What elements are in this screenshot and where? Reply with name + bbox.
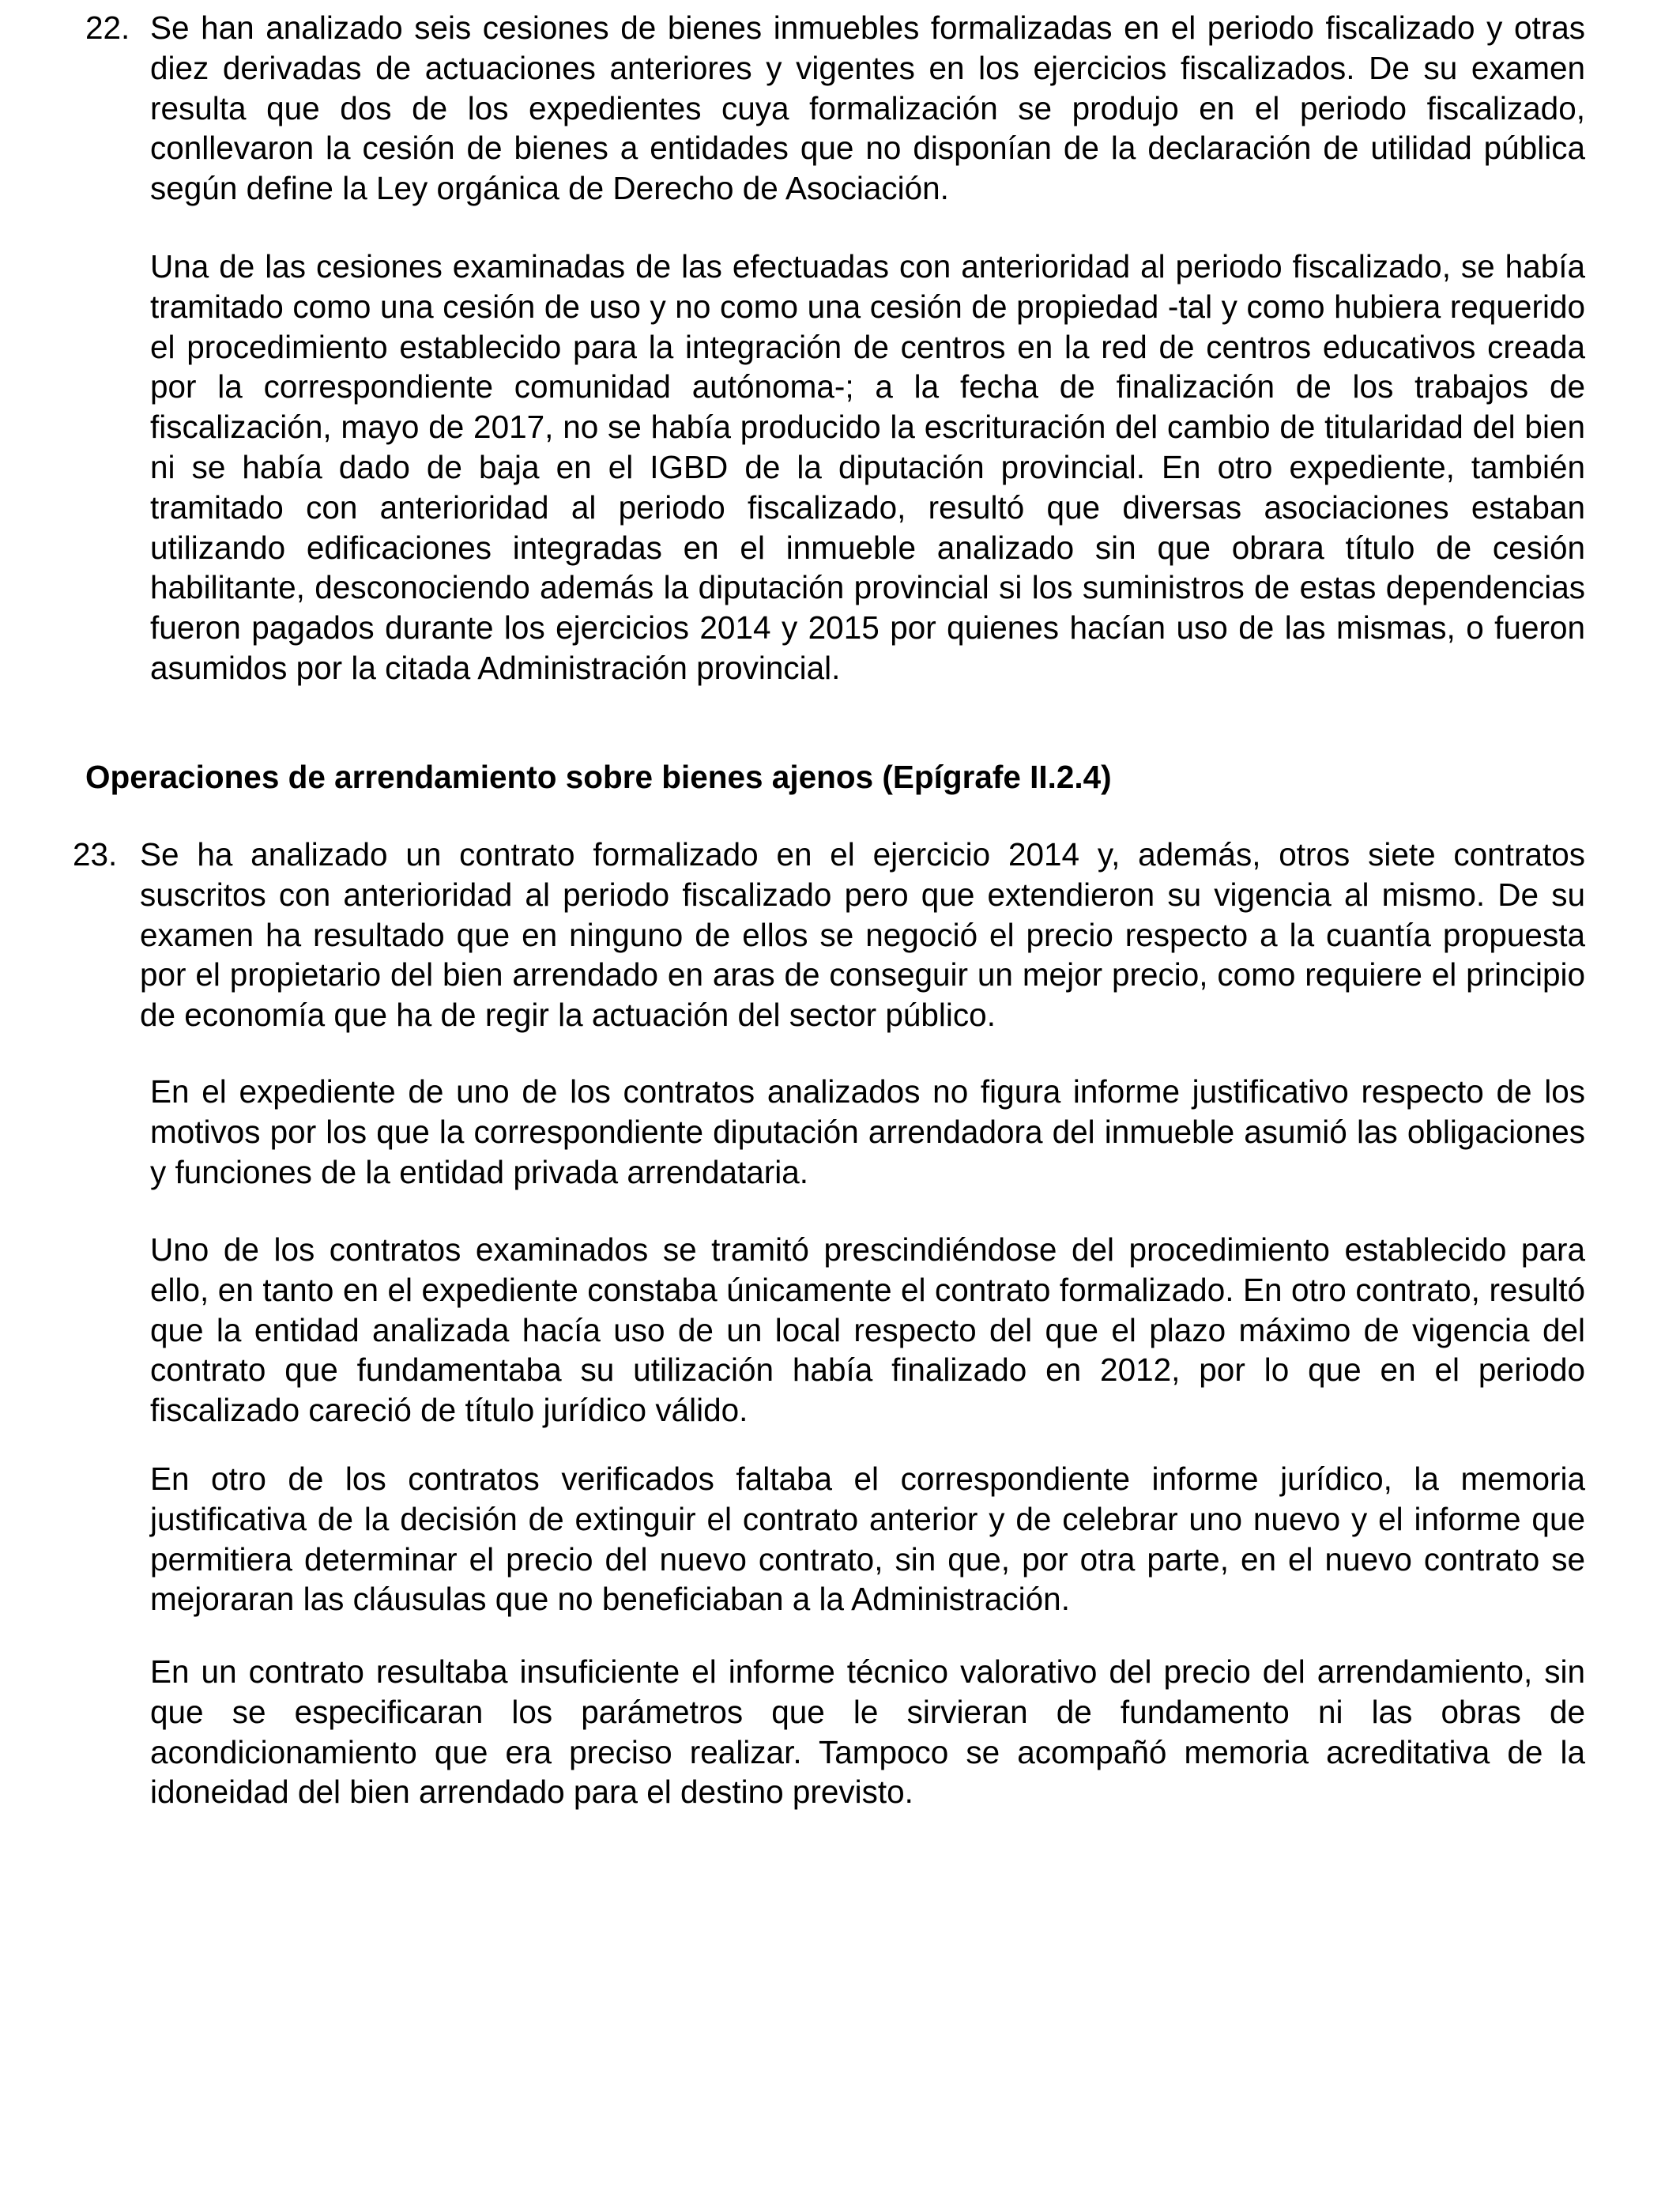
item-number: 23. [73,836,118,873]
paragraph: En un contrato resultaba insuficiente el informe técnico valorativo del precio del arrendamiento, sin que se especificaran los parámetros que le sirvieran de fundamento ni las obras de acondicionamiento que era preciso realizar. Tampoco se acompañó memoria acreditativa de la idoneidad del bien arrendado para el destino previsto. [150,1653,1585,1811]
paragraph: Una de las cesiones examinadas de las efectuadas con anterioridad al periodo fiscalizado, se había tramitado como una cesión de uso y no como una cesión de propiedad -tal y como hubiera requerido el procedimiento establecido para la integración de centros en la red de centros educativos creada por la correspondiente comunidad autónoma-; a la fecha de finalización de los trabajos de fiscalización, mayo de 2017, no se había producido la escrituración del cambio de titularidad del bien ni se había dado de baja en el IGBD de la diputación provincial. En otro expediente, también tramitado con anterioridad al periodo fiscalizado, resultó que diversas asociaciones estaban utilizando edificaciones integradas en el inmueble analizado sin que obrara título de cesión habilitante, desconociendo además la diputación provincial si los suministros de estas dependencias fueron pagados durante los ejercicios 2014 y 2015 por quienes hacían uso de las mismas, o fueron asumidos por la citada Administración provincial. [150,248,1585,686]
section-heading: Operaciones de arrendamiento sobre bienes ajenos (Epígrafe II.2.4) [85,759,1112,795]
paragraph: En el expediente de uno de los contratos analizados no figura informe justificativo respecto de los motivos por los que la correspondiente diputación arrendadora del inmueble asumió las obligaciones y funciones de la entidad privada arrendataria. [150,1073,1585,1190]
paragraph: En otro de los contratos verificados faltaba el correspondiente informe jurídico, la memoria justificativa de la decisión de extinguir el contrato anterior y de celebrar uno nuevo y el informe que permitiera determinar el precio del nuevo contrato, sin que, por otra parte, en el nuevo contrato se mejoraran las cláusulas que no beneficiaban a la Administración. [150,1461,1585,1618]
paragraph: Uno de los contratos examinados se tramitó prescindiéndose del procedimiento establecido para ello, en tanto en el expediente constaba únicamente el contrato formalizado. En otro contrato, resultó que la entidad analizada hacía uso de un local respecto del que el plazo máximo de vigencia del contrato que fundamentaba su utilización había finalizado en 2012, por lo que en el periodo fiscalizado careció de título jurídico válido. [150,1231,1585,1429]
item-number: 22. [85,9,130,46]
paragraph: Se han analizado seis cesiones de bienes inmuebles formalizadas en el periodo fiscalizado y otras diez derivadas de actuaciones anteriores y vigentes en los ejercicios fiscalizados. De su examen resulta que dos de los expedientes cuya formalización se produjo en el periodo fiscalizado, conllevaron la cesión de bienes a entidades que no disponían de la declaración de utilidad pública según define la Ley orgánica de Derecho de Asociación. [150,9,1585,207]
paragraph: Se ha analizado un contrato formalizado en el ejercicio 2014 y, además, otros siete contratos suscritos con anterioridad al periodo fiscalizado pero que extendieron su vigencia al mismo. De su examen ha resultado que en ninguno de ellos se negoció el precio respecto a la cuantía propuesta por el propietario del bien arrendado en aras de conseguir un mejor precio, como requiere el principio de economía que ha de regir la actuación del sector público. [140,836,1585,1034]
